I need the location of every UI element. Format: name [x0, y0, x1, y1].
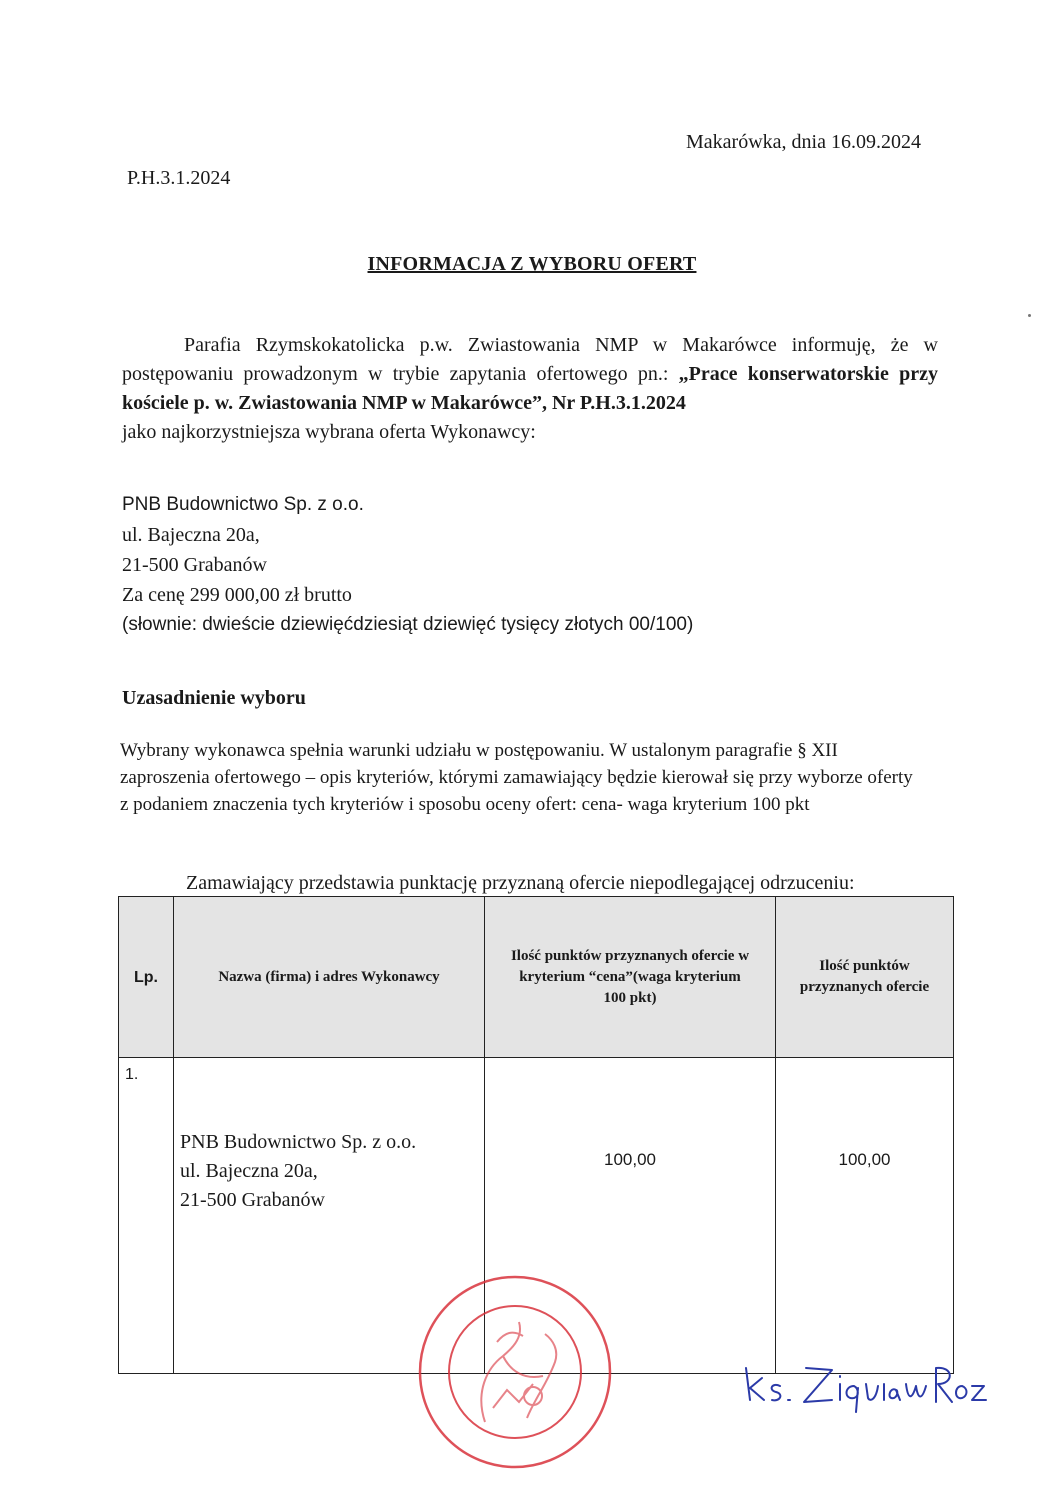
row-total-points: 100,00 [776, 1058, 954, 1374]
intro-text: Parafia Rzymskokatolicka p.w. Zwiastowania NMP w Makarówce informuję, że w postępowaniu prowadzonym w trybie zapytania ofertowego pn.: [122, 334, 938, 385]
contractor-city: 21-500 Grabanów [122, 554, 267, 576]
parish-stamp [415, 1272, 615, 1472]
contractor-name: PNB Budownictwo Sp. z o.o. [122, 494, 364, 515]
document-date: Makarówka, dnia 16.09.2024 [686, 131, 921, 153]
row-contractor-name: PNB Budownictwo Sp. z o.o. [180, 1131, 417, 1153]
document-title: INFORMACJA Z WYBORU OFERT [367, 253, 697, 275]
table-header-row [119, 897, 954, 1058]
header-contractor: Nazwa (firma) i adres Wykonawcy [174, 897, 485, 1058]
selected-contractor [122, 490, 693, 640]
scan-speck [1028, 314, 1031, 317]
header-price-points: Ilość punktów przyznanych ofercie w kryterium “cena”(waga kryterium 100 pkt) [485, 897, 776, 1058]
justification-line: zaproszenia ofertowego – opis kryteriów, którymi zamawiający będzie kierował się przy wyborze oferty [120, 767, 913, 788]
justification-line: z podaniem znaczenia tych kryteriów i sposobu oceny ofert: cena- waga kryterium 100 pkt [120, 794, 810, 815]
procurement-title: „Prace konserwatorskie przy kościele p. w. Zwiastowania NMP w Makarówce”, Nr P.H.3.1.2024 [122, 363, 938, 414]
contractor-price: Za cenę 299 000,00 zł brutto [122, 584, 352, 606]
header-total-points: Ilość punktów przyznanych ofercie [776, 897, 954, 1058]
intro-paragraph [122, 331, 938, 447]
reference-number: P.H.3.1.2024 [127, 167, 231, 189]
justification-heading: Uzasadnienie wyboru [122, 687, 306, 709]
row-price-points: 100,00 [485, 1058, 776, 1374]
header-lp: Lp. [119, 897, 174, 1058]
row-contractor-street: ul. Bajeczna 20a, [180, 1160, 318, 1182]
row-contractor-city: 21-500 Grabanów [180, 1189, 325, 1211]
signature [740, 1356, 990, 1416]
contractor-price-words: (słownie: dwieście dziewięćdziesiąt dziewięć tysięcy złotych 00/100) [122, 614, 694, 635]
row-lp: 1. [119, 1058, 174, 1374]
intro-closing: jako najkorzystniejsza wybrana oferta Wykonawcy: [122, 421, 536, 443]
justification-line: Wybrany wykonawca spełnia warunki udziału w postępowaniu. W ustalonym paragrafie § XII [120, 740, 838, 761]
table-intro: Zamawiający przedstawia punktację przyznaną ofercie niepodlegającej odrzuceniu: [186, 872, 855, 894]
contractor-street: ul. Bajeczna 20a, [122, 524, 260, 546]
justification-text [120, 737, 940, 818]
